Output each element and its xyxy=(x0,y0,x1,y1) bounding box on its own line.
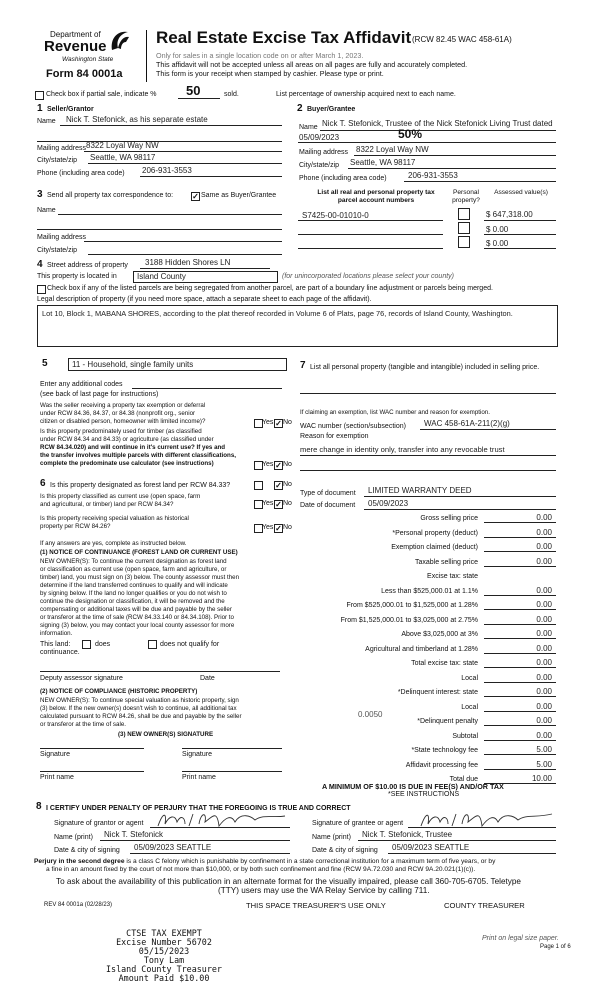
tax-row-value[interactable]: 0.00 xyxy=(536,687,552,696)
tax-row-value[interactable]: 0.00 xyxy=(536,600,552,609)
tax-row-label: Taxable selling price xyxy=(414,559,478,566)
tax-row-value[interactable]: 0.00 xyxy=(536,644,552,653)
personal-col-header: Personal property? xyxy=(452,189,480,204)
perjury-line-1: Perjury in the second degree is a class C felony which is punishable by confinement in a state correctional institution for a maximum term of five years, or by xyxy=(34,858,496,865)
tax-row-label: Agricultural and timberland at 1.28% xyxy=(365,646,478,653)
partial-sale-checkbox[interactable] xyxy=(35,91,44,100)
tax-row-value[interactable]: 0.00 xyxy=(536,731,552,740)
buyer-percent[interactable]: 50% xyxy=(398,127,423,141)
does-not-checkbox[interactable] xyxy=(148,640,157,649)
corr-mail-label: Mailing address xyxy=(37,234,87,241)
corr-mail-field[interactable] xyxy=(84,241,282,242)
no-label: No xyxy=(283,481,292,488)
tax-row-label: Subtotal xyxy=(452,733,478,740)
subtitle-1: Only for sales in a single location code on or after March 1, 2023. xyxy=(156,51,364,60)
print-name-line-2[interactable] xyxy=(182,771,282,772)
no-label: No xyxy=(283,419,292,426)
tax-row-value[interactable]: 0.00 xyxy=(536,513,552,522)
tax-row-label: Above $3,025,000 at 3% xyxy=(401,631,478,638)
tax-row-value[interactable]: 0.00 xyxy=(536,586,552,595)
alt-format-2: (TTY) users may use the WA Relay Service by calling 711. xyxy=(218,886,430,895)
same-as-buyer-label: Same as Buyer/Grantee xyxy=(201,192,277,199)
print-name-label: Print name xyxy=(40,774,74,781)
signature-label: Signature xyxy=(40,751,70,758)
grantor-date-label: Date & city of signing xyxy=(54,847,120,854)
section-2-heading: Buyer/Grantee xyxy=(307,106,356,113)
subtitle-3: This form is your receipt when stamped by cashier. Please type or print. xyxy=(156,69,384,78)
tax-row-value[interactable]: 5.00 xyxy=(536,760,552,769)
seller-phone-label: Phone (including area code) xyxy=(37,170,125,177)
answers-note: If any answers are yes, complete as instructed below. xyxy=(40,540,187,547)
print-name-line-1[interactable] xyxy=(40,771,144,772)
section-4-number: 4 xyxy=(37,259,43,270)
current-use-question: Is this property classified as current use (open space, farm and agricultural, or timber) land per RCW 84.34? xyxy=(40,493,201,508)
grantor-name[interactable]: Nick T. Stefonick xyxy=(104,830,163,839)
assessed-value[interactable]: $ 0.00 xyxy=(486,225,509,234)
exempt-question: Was the seller receiving a property tax exemption or deferral under RCW 84.36, 84.37, or 84.38 (nonprofit org., senior citizen or disabled person, homeowner with limited income)? xyxy=(40,402,206,425)
deputy-date-label: Date xyxy=(200,675,215,682)
buyer-phone[interactable]: 206-931-3553 xyxy=(408,171,458,180)
county-note: (for unincorporated locations please select your county) xyxy=(282,273,454,280)
buyer-mail[interactable]: 8322 Loyal Way NW xyxy=(356,145,429,154)
tax-row-value[interactable]: 0.00 xyxy=(536,673,552,682)
revision: REV 84 0001a (02/28/23) xyxy=(44,902,113,908)
certify-statement: I CERTIFY UNDER PENALTY OF PERJURY THAT THE FOREGOING IS TRUE AND CORRECT xyxy=(46,805,351,812)
add-codes-field[interactable] xyxy=(132,388,282,389)
personal-property-checkbox[interactable] xyxy=(458,236,470,248)
tax-row-value[interactable]: 5.00 xyxy=(536,745,552,754)
segregated-checkbox[interactable] xyxy=(37,285,46,294)
section-2-number: 2 xyxy=(297,103,303,114)
grantee-sig-label: Signature of grantee or agent xyxy=(312,820,404,827)
tax-row-label: *Personal property (deduct) xyxy=(392,530,478,537)
see-back-label: (see back of last page for instructions) xyxy=(40,391,159,398)
county-treasurer: COUNTY TREASURER xyxy=(444,901,525,910)
tax-row-value[interactable]: 0.00 xyxy=(536,615,552,624)
see-instructions: *SEE INSTRUCTIONS xyxy=(388,791,460,798)
grantee-date-label: Date & city of signing xyxy=(312,847,378,854)
tax-row-label: *Delinquent penalty xyxy=(417,718,478,725)
tax-row-label: Total excise tax: state xyxy=(411,660,478,667)
assessed-value[interactable]: $ 0.00 xyxy=(486,239,509,248)
treasurer-stamp: CTSE TAX EXEMPT Excise Number 56702 05/15/2023 Tony Lam Island County Treasurer Amount Paid $10.00 xyxy=(106,928,222,983)
deputy-label: Deputy assessor signature xyxy=(40,675,123,682)
page-number: Page 1 of 6 xyxy=(540,944,571,950)
section-7-text: List all personal property (tangible and intangible) included in selling price. xyxy=(310,364,540,371)
new-owner-sig-line-2[interactable] xyxy=(182,748,282,749)
notice1-text: NEW OWNER(S): To continue the current designation as forest land or classification as current use (open space, farm and agriculture, or timber) land, you must sign on (3) below. The county assessor must then determine if the land transferred continues to qualify and will indicate by signing below. If the land no longer qualifies or you do not wish to continue the designation or classification, it will be removed and the compensating or additional taxes will be due and payable by the seller or transferor at the time of sale (RCW 84.33.140 or 84.34.108). Prior to signing (3) below, you may contact your local county assessor for more information. xyxy=(40,558,240,637)
timber-no-checkbox[interactable]: ✓ xyxy=(275,461,282,470)
historic-question: Is this property receiving special valuation as historical property per RCW 84.26? xyxy=(40,515,189,530)
personal-property-checkbox[interactable] xyxy=(458,208,470,220)
does-checkbox[interactable] xyxy=(82,640,91,649)
tax-row-value[interactable]: 0.00 xyxy=(536,629,552,638)
tax-row-label: Local xyxy=(461,704,478,711)
tax-row-value[interactable]: 0.00 xyxy=(536,716,552,725)
notice1-title: (1) NOTICE OF CONTINUANCE (FOREST LAND OR CURRENT USE) xyxy=(40,549,238,556)
local-rate: 0.0050 xyxy=(358,710,383,719)
section-1-heading: Seller/Grantor xyxy=(47,106,94,113)
tax-row-label: Gross selling price xyxy=(420,515,478,522)
does-label: does xyxy=(95,641,111,648)
buyer-name-line2[interactable]: 05/09/2023 xyxy=(299,133,340,142)
seller-name-label: Name xyxy=(37,118,56,125)
timber-question: Is this property predominately used for timber (as classified under RCW 84.34 and 84.33) or agriculture (as classified under RCW 84.34.020) and will continue in it's current use? If yes and the transfer involves multiple parcels with different classifications, complete the predominate use calculator (see instructions) xyxy=(40,428,236,467)
yes-label: Yes xyxy=(262,500,274,507)
continuance-label: continuance. xyxy=(40,649,80,656)
doc-type-label: Type of document xyxy=(300,490,356,497)
street-label: Street address of property xyxy=(47,262,128,269)
exemption-reason[interactable]: mere change in identity only, transfer into any revocable trust xyxy=(300,445,505,454)
does-not-label: does not qualify for xyxy=(160,641,220,648)
doc-date[interactable]: 05/09/2023 xyxy=(368,499,409,508)
forest-question: Is this property designated as forest land per RCW 84.33? xyxy=(50,482,231,489)
tax-row-value[interactable]: 0.00 xyxy=(536,702,552,711)
print-legal: Print on legal size paper. xyxy=(482,935,559,942)
seller-city[interactable]: Seattle, WA 98117 xyxy=(90,153,156,162)
reason-label: Reason for exemption xyxy=(300,433,369,440)
legal-description: Lot 10, Block 1, MABANA SHORES, according to the plat thereof recorded in Volume 6 of Plats, page 76, records of Island County, Washington. xyxy=(42,309,513,318)
street-address[interactable]: 3188 Hidden Shores LN xyxy=(145,258,231,267)
exemption-label: If claiming an exemption, list WAC number and reason for exemption. xyxy=(300,409,490,416)
corr-city-label: City/state/zip xyxy=(37,247,78,254)
corr-name-field[interactable] xyxy=(58,214,282,215)
personal-property-checkbox[interactable] xyxy=(458,222,470,234)
section-8-number: 8 xyxy=(36,801,42,812)
tax-row-label: From $1,525,000.01 to $3,025,000 at 2.75% xyxy=(340,617,478,624)
new-owner-sig-title: (3) NEW OWNER(S) SIGNATURE xyxy=(118,731,214,738)
partial-sale-sold: sold. xyxy=(224,91,239,98)
grantor-name-label: Name (print) xyxy=(54,834,93,841)
dor-logo-icon xyxy=(108,28,130,54)
notice2-title: (2) NOTICE OF COMPLIANCE (HISTORIC PROPERTY) xyxy=(40,688,198,695)
wac-number[interactable]: WAC 458-61A-211(2)(g) xyxy=(424,419,510,428)
no-label: No xyxy=(283,524,292,531)
seller-mail-label: Mailing address xyxy=(37,145,87,152)
section-3-heading: Send all property tax correspondence to: xyxy=(47,192,174,199)
seller-name[interactable]: Nick T. Stefonick, as his separate estate xyxy=(66,115,208,124)
tax-row-value[interactable]: 0.00 xyxy=(536,557,552,566)
form-number: Form 84 0001a xyxy=(46,68,123,80)
tax-row-value[interactable]: 0.00 xyxy=(536,542,552,551)
assessed-col-header: Assessed value(s) xyxy=(494,189,548,196)
tax-row-label: Total due xyxy=(449,776,478,783)
grantee-name[interactable]: Nick T. Stefonick, Trustee xyxy=(362,830,453,839)
buyer-phone-label: Phone (including area code) xyxy=(299,175,387,182)
dept-line1: Department of xyxy=(50,30,101,39)
add-codes-label: Enter any additional codes xyxy=(40,381,123,388)
yes-label: Yes xyxy=(262,524,274,531)
parcel-number[interactable]: S7425-00-01010-0 xyxy=(302,211,369,220)
section-6-number: 6 xyxy=(40,478,46,489)
section-1-number: 1 xyxy=(37,103,43,114)
grantee-name-label: Name (print) xyxy=(312,834,351,841)
buyer-mail-label: Mailing address xyxy=(299,149,349,156)
minimum-fee-note: A MINIMUM OF $10.00 IS DUE IN FEE(S) AND/OR TAX xyxy=(322,782,504,791)
notice2-text: NEW OWNER(S): To continue special valuation as historic property, sign (3) below. If the new owner(s) doesn't wish to continue, all additional tax calculated pursuant to RCW 84.26, shall be due and payable by the seller or transferor at the time of sale. xyxy=(40,697,242,728)
tax-row-label: *Delinquent interest: state xyxy=(397,689,478,696)
located-label: This property is located in xyxy=(37,273,117,280)
section-3-number: 3 xyxy=(37,189,43,200)
personal-property-line[interactable] xyxy=(300,393,556,394)
wac-label: WAC number (section/subsection) xyxy=(300,423,406,430)
section-7-number: 7 xyxy=(300,360,306,371)
print-name-label: Print name xyxy=(182,774,216,781)
legal-description-box[interactable] xyxy=(37,305,558,347)
grantee-date-city[interactable]: 05/09/2023 SEATTLE xyxy=(392,843,470,852)
buyer-name-label: Name xyxy=(299,124,318,131)
form-rcw: (RCW 82.45 WAC 458-61A) xyxy=(412,35,512,44)
forest-yes-checkbox[interactable] xyxy=(254,481,263,490)
doc-date-label: Date of document xyxy=(300,502,356,509)
seller-phone[interactable]: 206-931-3553 xyxy=(142,166,192,175)
yes-label: Yes xyxy=(262,419,274,426)
assessed-value[interactable]: $ 647,318.00 xyxy=(486,210,533,219)
dept-name: Revenue xyxy=(44,38,107,55)
perjury-line-2: a fine in an amount fixed by the court of not more than $10,000, or by both such confinement and fine (RCW 9A.72.030 and RCW 9A.20.021(1)(c)). xyxy=(46,866,476,873)
tax-row-label: *State technology fee xyxy=(411,747,478,754)
seller-mail[interactable]: 8322 Loyal Way NW xyxy=(86,141,159,150)
yes-label: Yes xyxy=(262,461,274,468)
this-land-label: This land: xyxy=(40,641,71,648)
signature-label: Signature xyxy=(182,751,212,758)
tax-row-label: Local xyxy=(461,675,478,682)
tax-row-label: Exemption claimed (deduct) xyxy=(391,544,478,551)
same-as-buyer-checkbox[interactable]: ✓ xyxy=(192,192,199,201)
forest-no-checkbox[interactable]: ✓ xyxy=(275,481,282,490)
county-select[interactable]: Island County xyxy=(133,271,278,283)
use-code-select[interactable]: 11 - Household, single family units xyxy=(68,358,287,371)
corr-city-field[interactable] xyxy=(88,254,282,255)
buyer-name[interactable]: Nick T. Stefonick, Trustee of the Nick Stefonick Living Trust dated xyxy=(322,119,553,128)
tax-row-label: From $525,000.01 to $1,525,000 at 1.28% xyxy=(346,602,478,609)
subtitle-2: This affidavit will not be accepted unless all areas on all pages are fully and accurately completed. xyxy=(156,60,468,69)
corr-name-label: Name xyxy=(37,207,56,214)
buyer-city-label: City/state/zip xyxy=(299,162,340,169)
partial-sale-label: Check box if partial sale, indicate % xyxy=(46,91,157,98)
legal-label: Legal description of property (if you need more space, attach a separate sheet to each page of the affidavit). xyxy=(37,296,372,303)
tax-row-label: Excise tax: state xyxy=(427,573,478,580)
section-5-number: 5 xyxy=(42,358,48,369)
treasurer-space: THIS SPACE TREASURER'S USE ONLY xyxy=(246,901,386,910)
deputy-signature-line[interactable] xyxy=(40,671,280,672)
parcel-col-header: List all real and personal property tax parcel account numbers xyxy=(317,189,435,204)
header-divider xyxy=(146,30,147,82)
historic-no-checkbox[interactable]: ✓ xyxy=(275,524,282,533)
ownership-note: List percentage of ownership acquired next to each name. xyxy=(276,91,456,98)
no-label: No xyxy=(283,461,292,468)
no-label: No xyxy=(283,500,292,507)
tax-row-value[interactable]: 0.00 xyxy=(536,658,552,667)
form-title: Real Estate Excise Tax Affidavit xyxy=(156,28,412,47)
current-no-checkbox[interactable]: ✓ xyxy=(275,500,282,509)
tax-row-value[interactable]: 10.00 xyxy=(531,774,552,783)
dept-state: Washington State xyxy=(62,56,114,63)
tax-row-value[interactable]: 0.00 xyxy=(536,528,552,537)
tax-row-label: Affidavit processing fee xyxy=(405,762,478,769)
exempt-no-checkbox[interactable]: ✓ xyxy=(275,419,282,428)
doc-type[interactable]: LIMITED WARRANTY DEED xyxy=(368,486,472,495)
partial-sale-percent[interactable]: 50 xyxy=(186,83,201,98)
segregated-label: Check box if any of the listed parcels are being segregated from another parcel, are part of a boundary line adjustment or parcels being merged. xyxy=(47,285,493,292)
alt-format-1: To ask about the availability of this publication in an alternate format for the visually impaired, please call 360-705-6705. Teletype xyxy=(56,877,521,886)
seller-city-label: City/state/zip xyxy=(37,157,78,164)
new-owner-sig-line-1[interactable] xyxy=(40,748,144,749)
grantor-sig-label: Signature of grantor or agent xyxy=(54,820,144,827)
tax-row-label: Less than $525,000.01 at 1.1% xyxy=(381,588,478,595)
buyer-city[interactable]: Seattle, WA 98117 xyxy=(350,158,416,167)
grantor-date-city[interactable]: 05/09/2023 SEATTLE xyxy=(134,843,212,852)
